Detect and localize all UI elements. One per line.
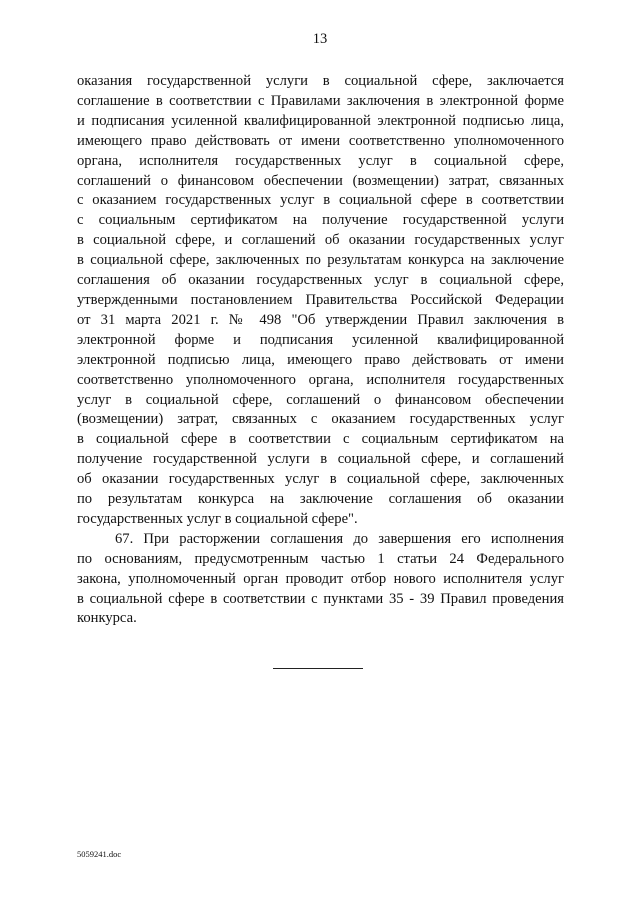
end-separator-line [273,668,363,669]
text-line: в социальной сфере в соответствии с пунктами 35 - 39 Правил проведения [77,590,564,607]
document-body [77,72,564,629]
text-line: соглашение в соответствии с Правилами заключения в электронной форме [77,92,564,109]
text-line: об оказании государственных услуг в социальной сфере, заключенных [77,471,564,488]
text-line: имеющего право действовать от имени соответственно уполномоченного [77,132,564,149]
text-line: по основаниям, предусмотренным частью 1 статьи 24 Федерального [77,550,564,567]
text-line: закона, уполномоченный орган проводит отбор нового исполнителя услуг [77,570,564,587]
text-line: электронной подписью лица, имеющего право действовать от имени [77,351,564,368]
text-line: в социальной сфере, и соглашений об оказании государственных услуг [77,232,564,249]
text-line: с социальным сертификатом на получение государственной услуги [77,212,564,229]
text-line: в социальной сфере в соответствии с социальным сертификатом на [77,431,564,448]
text-line: (возмещении) затрат, связанных с оказанием государственных услуг [77,411,564,428]
text-line: в социальной сфере, заключенных по результатам конкурса на заключение [77,252,564,269]
paragraph-67 [77,530,564,630]
text-line: оказания государственной услуги в социальной сфере, заключается [77,73,564,89]
text-line: 67. При расторжении соглашения до завершения его исполнения [115,530,564,547]
paragraph-continuation [77,72,564,530]
text-line: услуг в социальной сфере, соглашений о финансовом обеспечении [77,391,564,408]
text-line: органа, исполнителя государственных услуг в социальной сфере, [77,152,564,169]
text-line: государственных услуг в социальной сфере". [77,510,358,527]
text-line: соглашения об оказании государственных услуг в социальной сфере, [77,272,564,289]
text-line: с оказанием государственных услуг в социальной сфере в соответствии [77,192,564,209]
text-line: получение государственной услуги в социальной сфере, и соглашений [77,451,564,468]
text-line: и подписания усиленной квалифицированной электронной подписью лица, [77,112,564,129]
text-line: конкурса. [77,610,137,627]
text-line: соответственно уполномоченного органа, исполнителя государственных [77,371,564,388]
text-line: электронной форме и подписания усиленной квалифицированной [77,331,564,348]
text-line: утвержденными постановлением Правительства Российской Федерации [77,291,564,308]
page-number: 13 [312,31,328,47]
footer-document-code: 5059241.doc [77,849,122,859]
text-line: от 31 марта 2021 г. № 498 "Об утверждении Правил заключения в [77,311,564,328]
text-line: соглашений о финансовом обеспечении (возмещении) затрат, связанных [77,172,564,189]
text-line: по результатам конкурса на заключение соглашения об оказании [77,491,564,508]
